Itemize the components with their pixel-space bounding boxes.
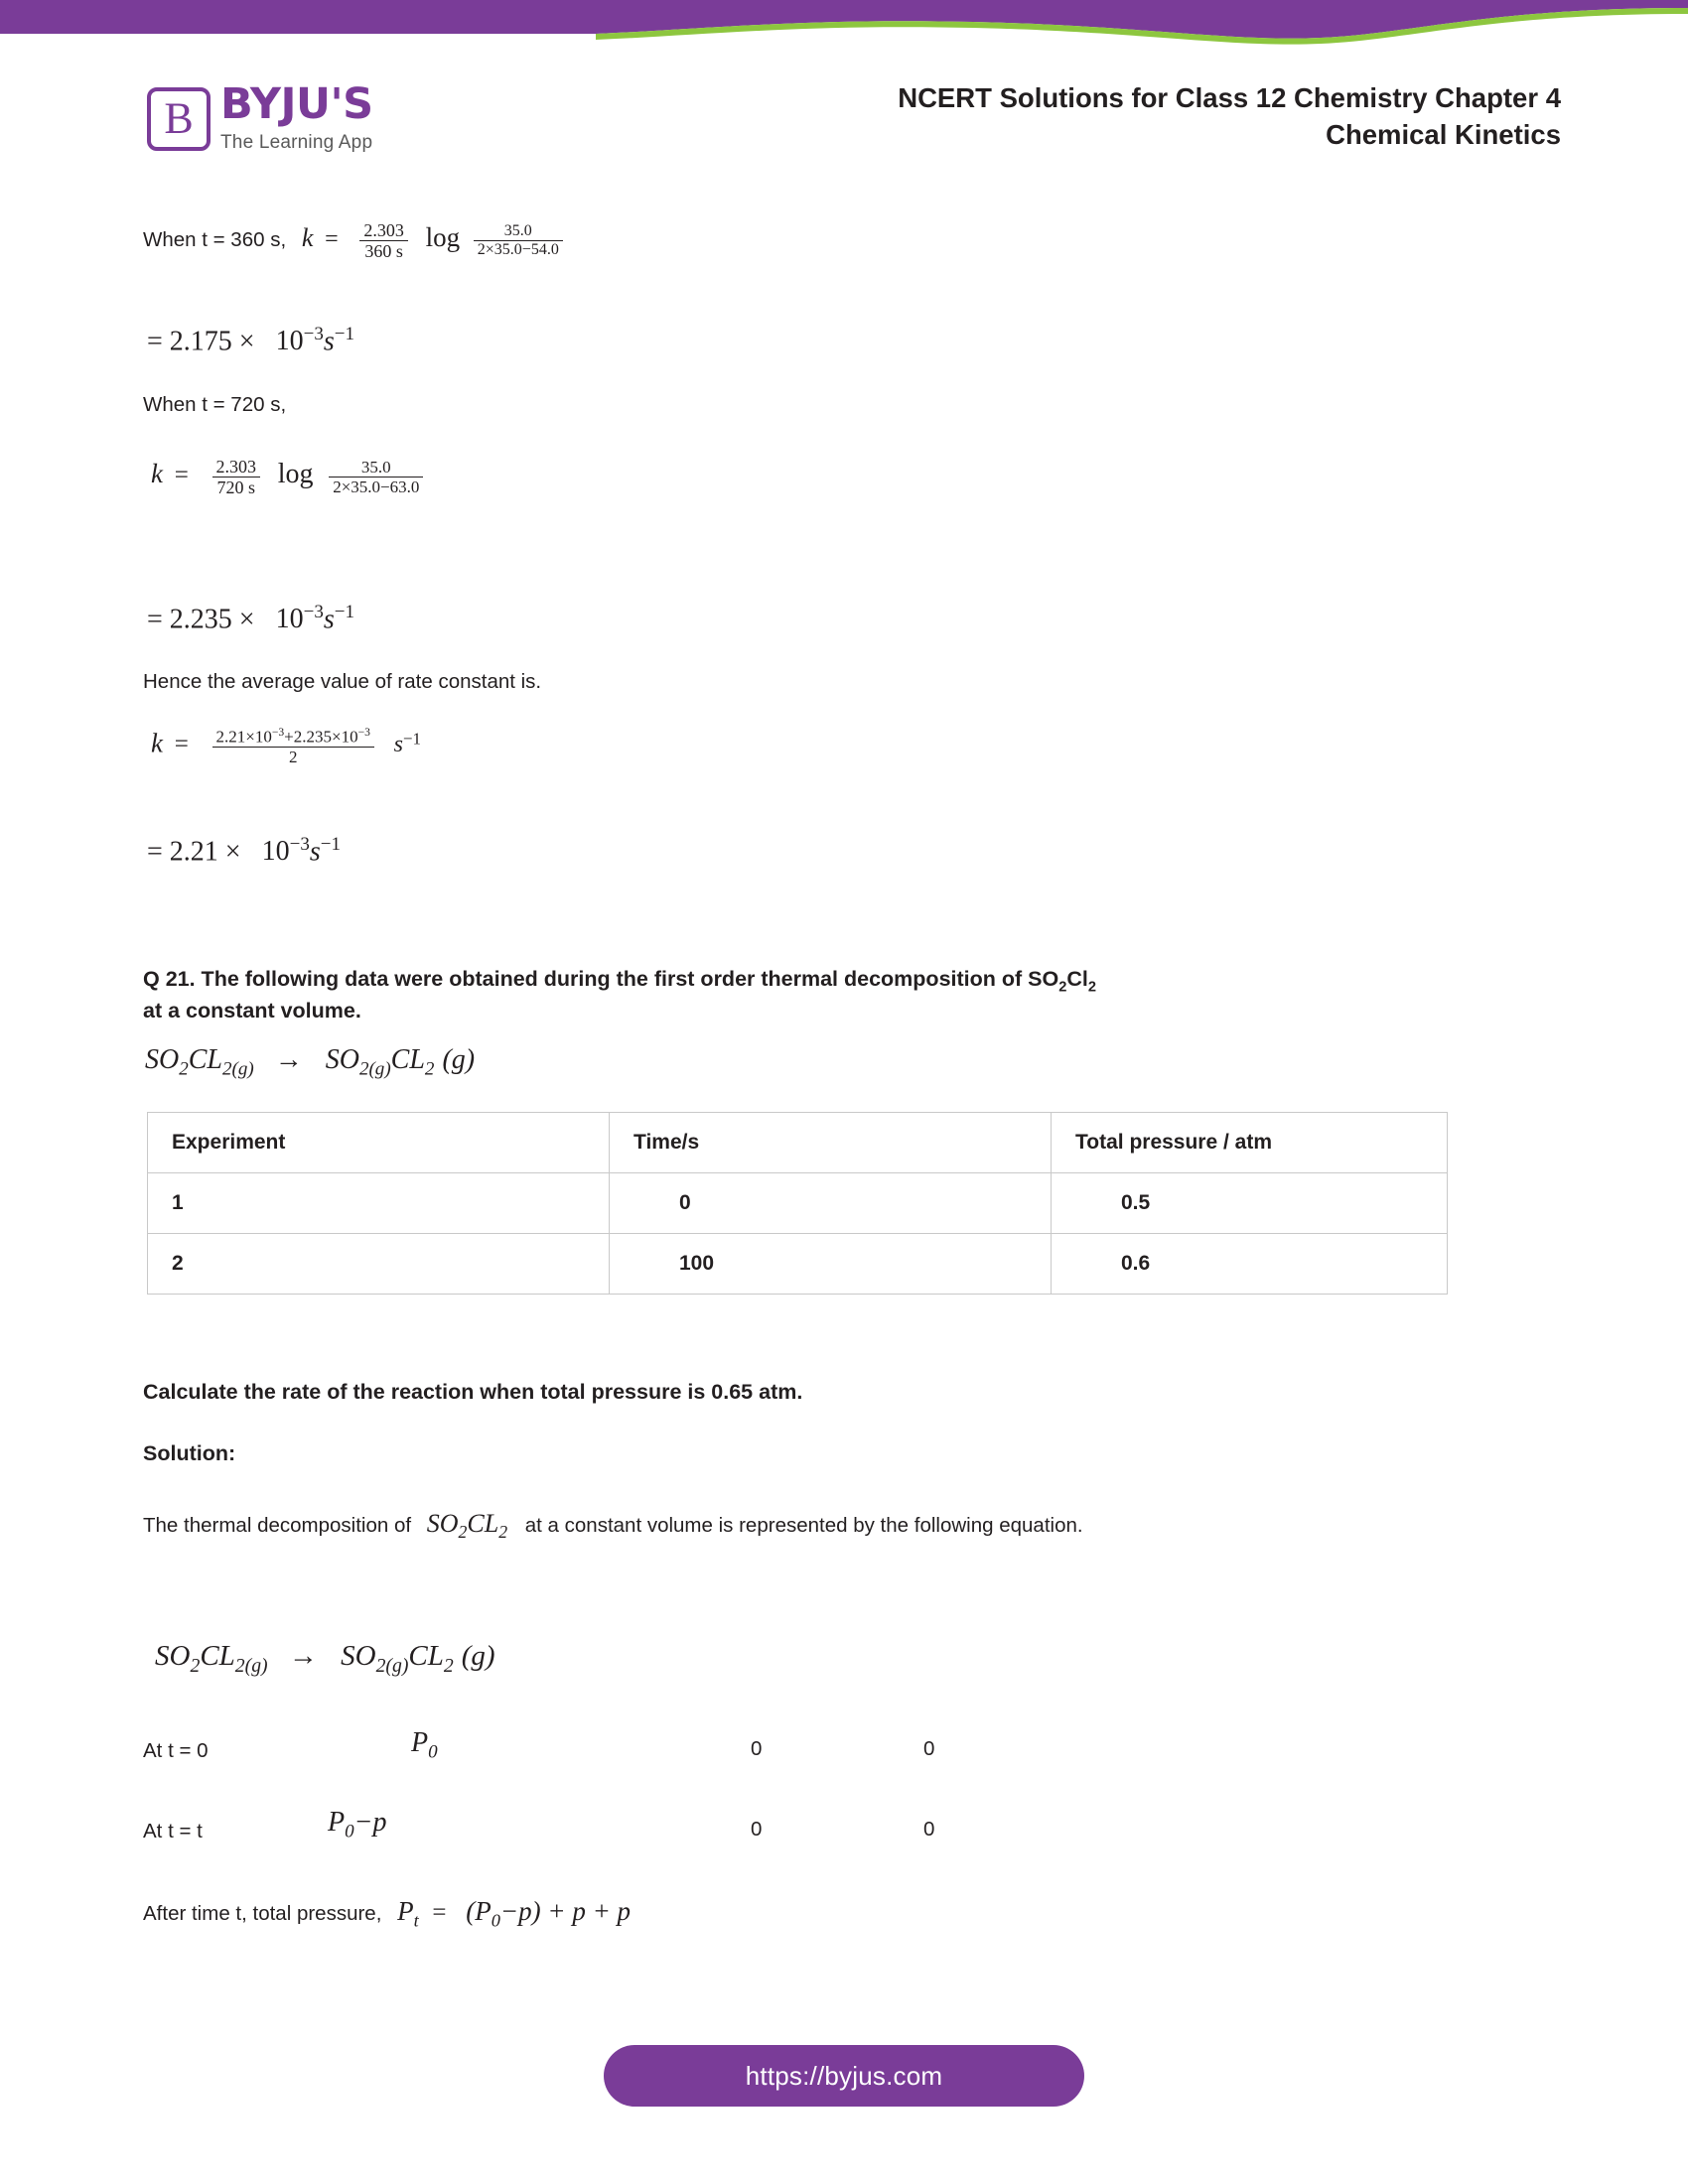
at-t0-value-1: 0	[751, 1737, 763, 1760]
solution-formula-sub-c: 2	[498, 1522, 508, 1543]
eq-t360-frac-num: 2.303	[363, 220, 404, 240]
solution-description-b: at a constant volume is represented by the following equation.	[524, 1514, 1083, 1537]
top-decoration	[0, 0, 1688, 46]
at-t0-p0-symbol: P	[411, 1727, 429, 1758]
table-row	[148, 1234, 1448, 1295]
reaction-rhs-state: (g)	[442, 1044, 476, 1075]
after-time-rhs-open: (P	[466, 1896, 492, 1926]
after-time-label: After time t, total pressure,	[143, 1902, 382, 1925]
eq-t720-result-pow-base: 10	[275, 604, 304, 635]
after-time-rhs-sub: 0	[491, 1910, 500, 1931]
after-time-pt-symbol: P	[397, 1896, 414, 1926]
eq-t360-frac-den: 360 s	[359, 240, 408, 261]
experiment-data-table	[147, 1112, 1448, 1295]
table-cell-time-2: 100	[610, 1234, 1052, 1295]
solution-label: Solution:	[143, 1441, 236, 1465]
eq-average-result-value: = 2.21 ×	[147, 836, 241, 868]
eq-t360-arg-num: 35.0	[503, 222, 532, 240]
eq-t360-k: k	[301, 223, 314, 253]
eq-t360-line	[143, 220, 567, 261]
eq-average-den: 2	[212, 747, 374, 766]
main-reaction-lhs-sub-b: 2(g)	[234, 1654, 268, 1677]
page-title-line2: Chemical Kinetics	[1326, 119, 1561, 151]
eq-average-k: k	[151, 728, 163, 758]
main-reaction-arrow: →	[288, 1640, 318, 1672]
eq-average-line	[151, 727, 421, 766]
eq-t720-result	[147, 602, 354, 635]
main-reaction-rhs-state: (g)	[461, 1640, 495, 1672]
after-time-rhs-rest: −p) + p + p	[499, 1896, 632, 1926]
eq-t720-frac-den: 720 s	[212, 477, 261, 497]
eq-t720-arg-den: 2×35.0−63.0	[329, 477, 423, 496]
after-time-pt-sub: t	[413, 1910, 419, 1931]
solution-formula	[426, 1509, 508, 1543]
eq-average-result-pow-exp: −3	[289, 834, 310, 855]
main-reaction-rhs-sub1: 2(g)	[375, 1654, 409, 1677]
eq-average-num-a: 2.21×10	[215, 727, 272, 747]
page-title	[898, 79, 1561, 153]
table-cell-experiment-1: 1	[148, 1173, 610, 1234]
average-rate-constant-text: Hence the average value of rate constant is.	[143, 670, 542, 693]
eq-average-result	[147, 834, 341, 868]
eq-t360-result-unit-exp: −1	[334, 324, 354, 344]
when-t720-label: When t = 720 s,	[143, 393, 287, 416]
at-tt-pressure	[328, 1807, 387, 1843]
logo-subtitle: The Learning App	[220, 132, 373, 153]
reaction-rhs-sub2: 2	[424, 1058, 435, 1080]
at-t0-p0-sub: 0	[428, 1741, 438, 1763]
table-header-experiment: Experiment	[148, 1113, 610, 1173]
eq-average-equals: =	[174, 731, 189, 758]
page-header	[0, 62, 1688, 181]
solution-description	[143, 1509, 1083, 1543]
eq-t360-log: log	[425, 222, 461, 253]
byjus-url-text: https://byjus.com	[745, 2060, 943, 2091]
main-reaction-lhs-cl: CL	[200, 1640, 235, 1672]
eq-t720-line	[151, 457, 427, 497]
eq-t360-result-unit: s	[323, 326, 335, 357]
reaction-arrow: →	[274, 1044, 303, 1075]
eq-t360-equals: =	[325, 226, 339, 253]
solution-formula-cl: CL	[467, 1509, 499, 1538]
eq-average-num-b: +2.235×10	[284, 727, 358, 747]
question-21-sub1: 2	[1058, 979, 1067, 996]
reaction-lhs-sub-a: 2	[179, 1058, 189, 1080]
eq-average-result-pow-base: 10	[261, 836, 290, 868]
solution-formula-so: SO	[426, 1509, 459, 1538]
logo-letter: B	[164, 92, 194, 142]
at-tt-label: At t = t	[143, 1820, 203, 1843]
eq-t720-result-unit: s	[323, 604, 335, 635]
eq-average-result-unit-exp: −1	[320, 834, 341, 855]
calculate-instruction: Calculate the rate of the reaction when total pressure is 0.65 atm.	[143, 1380, 803, 1404]
reaction-rhs-cl: CL	[390, 1044, 425, 1075]
eq-average-unit: s	[393, 732, 403, 758]
eq-average-unit-exp: −1	[402, 729, 422, 749]
eq-average-result-unit: s	[309, 836, 321, 868]
eq-t360-result-pow-base: 10	[275, 326, 304, 357]
eq-t720-arg-num: 35.0	[360, 458, 391, 478]
eq-t720-frac-num: 2.303	[215, 457, 256, 477]
solution-formula-sub-a: 2	[458, 1522, 468, 1543]
logo-title: BYJU'S	[220, 79, 373, 129]
eq-t720-result-unit-exp: −1	[334, 602, 354, 622]
after-time-line	[143, 1896, 631, 1931]
table-cell-experiment-2: 2	[148, 1234, 610, 1295]
table-cell-pressure-2: 0.6	[1052, 1234, 1448, 1295]
main-reaction-lhs-so: SO	[155, 1640, 191, 1672]
main-reaction-rhs-cl: CL	[408, 1640, 444, 1672]
eq-average-num	[212, 727, 374, 747]
eq-t720-log: log	[277, 459, 314, 490]
after-time-rhs	[466, 1896, 632, 1931]
question-21-line1	[143, 967, 1096, 995]
table-header-pressure: Total pressure / atm	[1052, 1113, 1448, 1173]
at-t0-p0	[411, 1727, 438, 1764]
eq-t360-prefix: When t = 360 s,	[143, 228, 287, 252]
eq-t360-result-value: = 2.175 ×	[147, 326, 255, 357]
eq-average-num-b-exp: −3	[357, 726, 370, 739]
eq-t720-result-value: = 2.235 ×	[147, 604, 255, 635]
main-reaction-lhs-sub-a: 2	[190, 1654, 201, 1677]
reaction-lhs-so: SO	[145, 1044, 180, 1075]
at-tt-p-minus: −p	[353, 1807, 387, 1838]
logo-mark-icon	[147, 87, 211, 151]
reaction-rhs-so: SO	[325, 1044, 359, 1075]
solution-description-a: The thermal decomposition of	[143, 1514, 412, 1537]
table-cell-pressure-1: 0.5	[1052, 1173, 1448, 1234]
main-reaction-rhs-sub2: 2	[443, 1654, 454, 1677]
eq-t360-result	[147, 324, 354, 357]
reaction-lhs-sub-b: 2(g)	[222, 1058, 254, 1080]
reaction-equation-main	[155, 1640, 495, 1678]
main-reaction-rhs-so: SO	[341, 1640, 376, 1672]
after-time-equals: =	[432, 1899, 447, 1926]
eq-t720-result-pow-exp: −3	[303, 602, 324, 622]
at-tt-value-1: 0	[751, 1818, 763, 1841]
table-header-row	[148, 1113, 1448, 1173]
eq-t360-result-pow-exp: −3	[303, 324, 324, 344]
byjus-logo	[147, 79, 373, 154]
question-21-text1: Q 21. The following data were obtained during the first order thermal decomposition of SO	[143, 967, 1059, 991]
table-row	[148, 1173, 1448, 1234]
page-title-line1: NCERT Solutions for Class 12 Chemistry Chapter 4	[898, 82, 1561, 113]
eq-t360-arg-den: 2×35.0−54.0	[474, 240, 563, 259]
table-header-time: Time/s	[610, 1113, 1052, 1173]
reaction-equation-top	[145, 1044, 475, 1081]
eq-average-num-a-exp: −3	[271, 726, 285, 739]
at-tt-p-symbol: P	[328, 1807, 346, 1838]
at-tt-p-sub: 0	[345, 1821, 354, 1843]
question-21-line2: at a constant volume.	[143, 999, 361, 1023]
eq-t720-k: k	[151, 459, 163, 489]
after-time-pt	[397, 1896, 419, 1931]
at-t0-label: At t = 0	[143, 1739, 209, 1762]
at-t0-value-2: 0	[923, 1737, 935, 1760]
byjus-url-button[interactable]	[604, 2045, 1084, 2107]
reaction-rhs-sub1: 2(g)	[358, 1058, 391, 1080]
reaction-lhs-cl: CL	[188, 1044, 222, 1075]
eq-t720-equals: =	[174, 462, 189, 489]
question-21-sub2: 2	[1087, 979, 1096, 996]
at-tt-value-2: 0	[923, 1818, 935, 1841]
table-cell-time-1: 0	[610, 1173, 1052, 1234]
question-21-text2: Cl	[1066, 967, 1088, 991]
